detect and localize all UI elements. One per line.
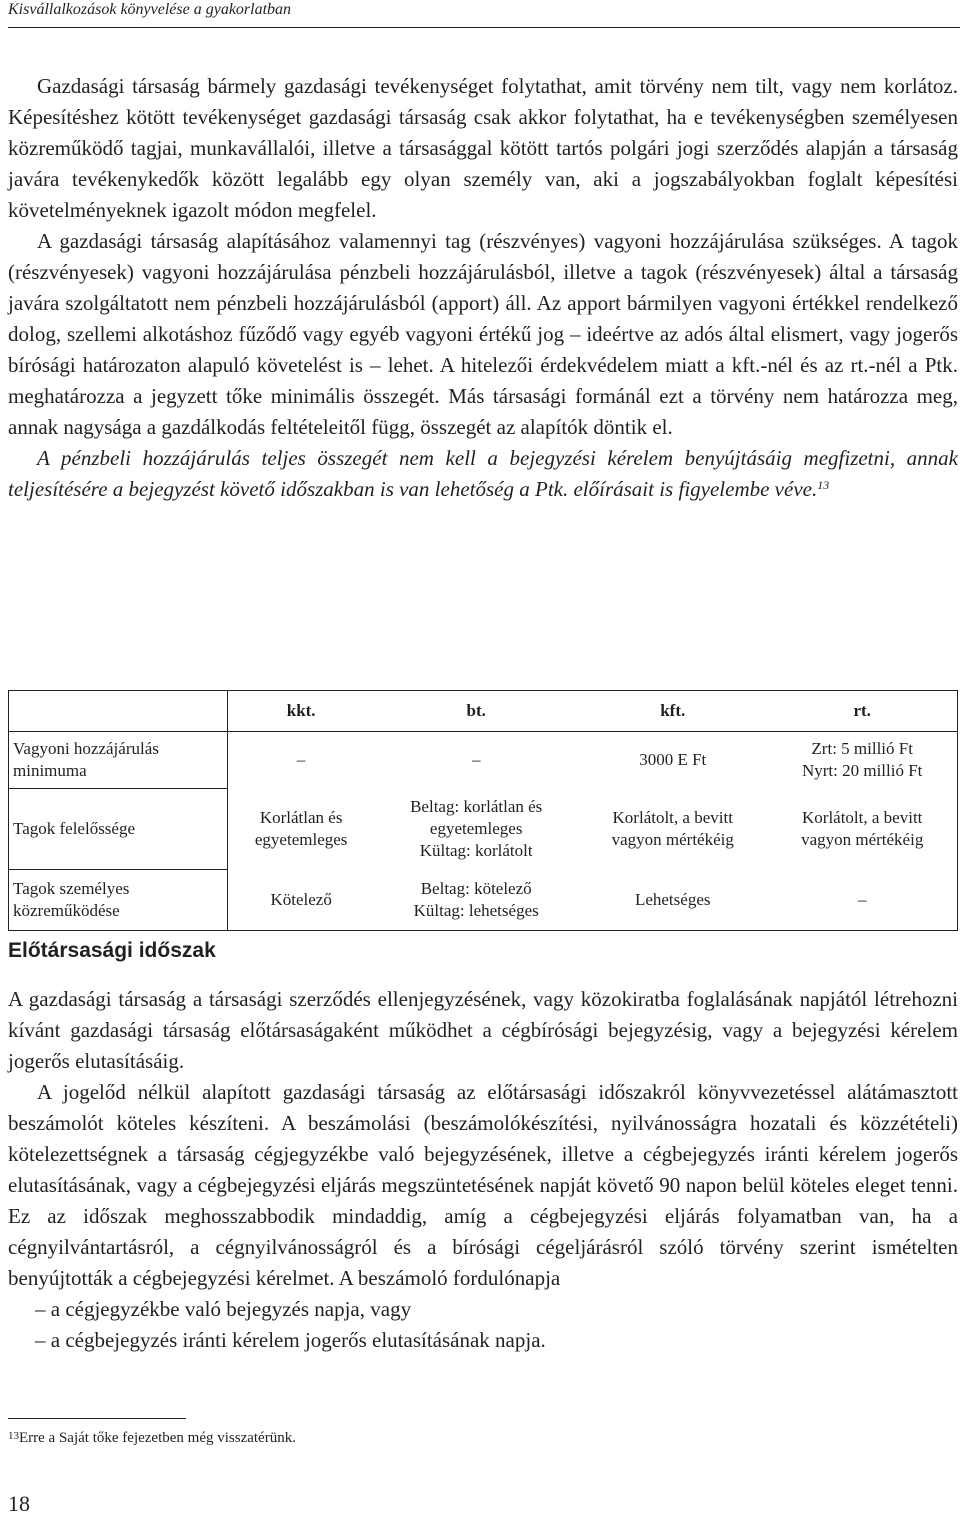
intro-paragraph-1: Gazdasági társaság bármely gazdasági tevékenységet folytathat, amit törvény nem tilt, vagy nem korlátoz. Képesítéshez kötött tevékenységet gazdasági társaság csak akkor folytathat, ha e tevékenységben személyesen közreműködő tagjai, munkavállalói, illetve a társasággal kötött tartós polgári jogi szerződés alapján a társaság javára tevékenykedők között legalább egy olyan személy van, aki a jogszabályokban foglalt képesítési követelményeknek igazolt módon megfelel. — [8, 74, 958, 222]
table-cell: 3000 E Ft — [639, 750, 707, 770]
intro-paragraph-3-text: A pénzbeli hozzájárulás teljes összegét nem kell a bejegyzési kérelem benyújtásáig megfizetni, annak teljesítésére a bejegyzést követő időszakban is van lehetőség a Ptk. előírásait is figyelembe véve. — [8, 446, 958, 501]
table-cell: Beltag: korlátlan és egyetemleges Kültag: korlátolt — [410, 797, 543, 860]
intro-section — [8, 71, 958, 505]
row-label: Tagok személyes közreműködése — [9, 870, 228, 931]
running-head: Kisvállalkozások könyvelése a gyakorlatban — [8, 0, 960, 28]
table-cell: Zrt: 5 millió Ft Nyrt: 20 millió Ft — [767, 732, 957, 789]
footnote-reference: 13 — [817, 478, 830, 492]
row-label: Vagyoni hozzájárulás minimuma — [9, 732, 228, 789]
section-paragraph-2: A jogelőd nélkül alapított gazdasági társaság az előtársasági időszakról könyvvezetéssel alátámasztott beszámolót köteles készíteni. A beszámolási (beszámolókészítési, nyilvánosságra hozatali és közzétételi) kötelezettségnek a társaság cégjegyzékbe való bejegyzésének, illetve a cégbejegyzés iránti kérelem jogerős elutasításának, vagy a cégbejegyzési eljárás megszüntetésének napját követő 90 napon belül köteles eleget tenni. Ez az időszak meghosszabbodik mindaddig, amíg a cégbejegyzési eljárás folyamatban van, ha a cégnyilvántartásról, a cégnyilvánosságról és a bírósági cégeljárásról szóló törvény szerint ismételten benyújtották a cégbejegyzési kérelmet. A beszámoló fordulónapja — [8, 1080, 958, 1290]
column-header-kft: kft. — [578, 691, 767, 732]
company-form-comparison-table — [8, 690, 958, 931]
footnote-divider — [8, 1418, 186, 1419]
row-label: Tagok felelőssége — [9, 789, 228, 870]
column-header-rt: rt. — [767, 691, 957, 732]
table-row — [9, 732, 958, 789]
table-cell: Korlátolt, a bevitt vagyon mértékéig — [611, 808, 734, 849]
intro-paragraph-3 — [8, 443, 958, 505]
table-row — [9, 870, 958, 931]
list-item: – a cégjegyzékbe való bejegyzés napja, vagy — [35, 1297, 412, 1321]
table-cell: – — [471, 750, 481, 770]
column-header-bt: bt. — [374, 691, 578, 732]
column-header-kkt: kkt. — [228, 691, 375, 732]
table-header-row — [9, 691, 958, 732]
table-cell: Korlátolt, a bevitt vagyon mértékéig — [767, 789, 957, 870]
section-heading: Előtársasági időszak — [8, 939, 216, 962]
section-paragraph-1: A gazdasági társaság a társasági szerződés ellenjegyzésének, vagy közokiratba foglalásának napjától létrehozni kívánt gazdasági társaság előtársaságaként működhet a cégbírósági bejegyzésig, vagy a bejegyzési kérelem jogerős elutasításáig. — [8, 987, 958, 1073]
table-cell: – — [296, 750, 306, 770]
table-corner-cell — [9, 691, 228, 732]
footnote — [8, 1428, 296, 1448]
table-cell: Kötelező — [270, 889, 332, 909]
table-row — [9, 789, 958, 870]
footnote-number: 13 — [8, 1430, 19, 1442]
footnote-text: Erre a Saját tőke fejezetben még visszatérünk. — [19, 1430, 296, 1446]
pre-company-section — [8, 984, 958, 1356]
table-cell: Lehetséges — [634, 889, 711, 909]
list-item: – a cégbejegyzés iránti kérelem jogerős elutasításának napja. — [35, 1328, 546, 1352]
table-cell: Korlátlan és egyetemleges — [254, 808, 348, 849]
intro-paragraph-2: A gazdasági társaság alapításához valamennyi tag (részvényes) vagyoni hozzájárulása szükséges. A tagok (részvényesek) vagyoni hozzájárulása pénzbeli hozzájárulásból, illetve a tagok (részvényesek) által a társaság javára szolgáltatott nem pénzbeli hozzájárulásból (apport) áll. Az apport bármilyen vagyoni értékkel rendelkező dolog, szellemi alkotáshoz fűződő vagy egyéb vagyoni értékű jog – ideértve az adós által elismert, vagy jogerős bírósági határozaton alapuló követelést is – lehet. A hitelezői érdekvédelem miatt a kft.-nél és az rt.-nél a Ptk. meghatározza a jegyzett tőke minimális összegét. Más társasági formánál ezt a törvény nem határozza meg, annak nagysága a gazdálkodás feltételeitől függ, összegét az alapítók döntik el. — [8, 229, 958, 439]
table-cell: – — [767, 870, 957, 931]
page-number: 18 — [8, 1491, 30, 1516]
table-cell: Beltag: kötelező Kültag: lehetséges — [413, 878, 539, 920]
